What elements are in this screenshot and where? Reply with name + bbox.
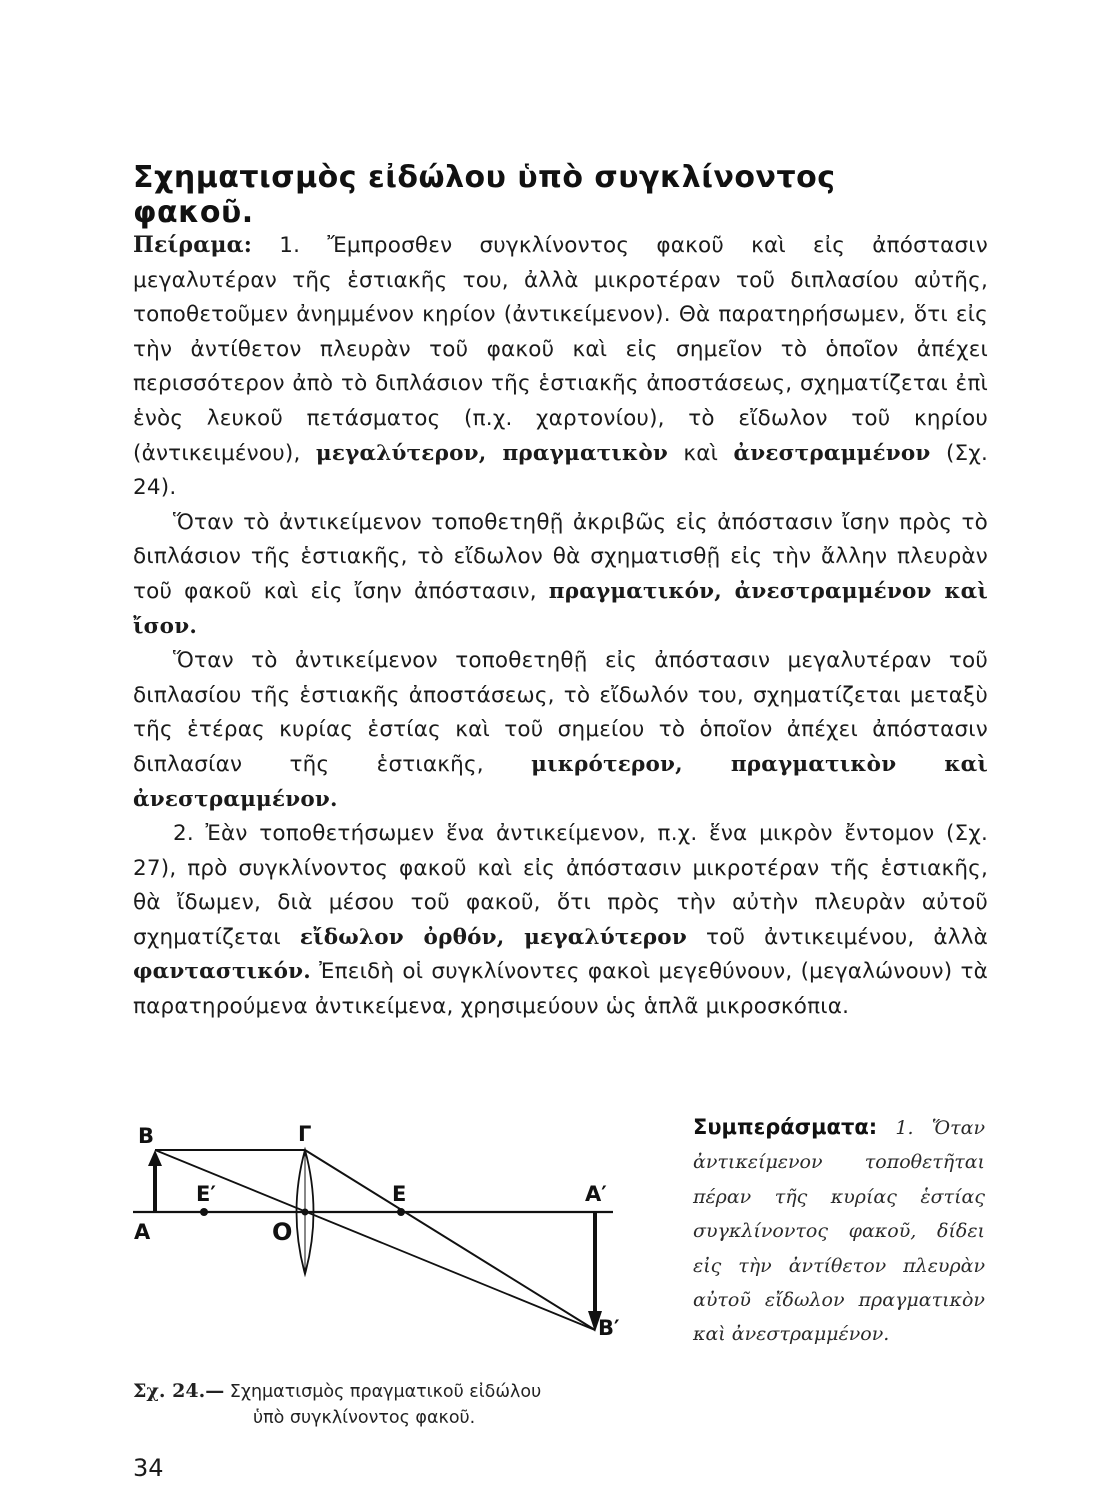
label-a: A — [134, 1220, 151, 1244]
label-b: B — [138, 1124, 155, 1148]
refracted-ray — [305, 1150, 595, 1330]
figure-caption: Σχ. 24.— Σχηματισμὸς πραγματικοῦ εἰδώλου ὑπὸ συγκλίνοντος φακοῦ. — [133, 1380, 542, 1428]
paragraph-greater-distance: Ὅταν τὸ ἀντικείμενον τοποθετηθῇ εἰς ἀπόστασιν μεγαλυτέραν τοῦ διπλασίου τῆς ἑστιακῆς ἀποστάσεως, τὸ εἴδωλόν του, σχηματίζεται μεταξὺ τῆς ἑτέρας κυρίας ἑστίας καὶ τοῦ σημείου τὸ ὁποῖον ἀπέχει ἀπόστασιν διπλασίαν τῆς ἑστιακῆς, μικρότερον, πραγματικὸν καὶ ἀνεστραμμένον. — [133, 648, 988, 812]
conclusions-text: 1. Ὅταν ἀντικείμενον τοποθετῆται πέραν τῆς κυρίας ἑστίας συγκλίνοντος φακοῦ, δίδει εἰς τὴν ἀντίθετον πλευρὰν αὐτοῦ εἴδωλον πραγματικὸν καὶ ἀνεστραμμένον. — [693, 1117, 985, 1346]
label-o: O — [272, 1218, 293, 1246]
label-e: E — [392, 1182, 407, 1206]
bold-emphasis: φανταστικόν. — [133, 959, 311, 985]
section-title: Σχηματισμὸς εἰδώλου ὑπὸ συγκλίνοντος φακοῦ. — [133, 160, 836, 230]
ray-diagram-svg — [130, 1118, 630, 1348]
figure-number: Σχ. 24.— — [133, 1380, 225, 1402]
conclusions-heading: Συμπεράσματα: — [693, 1115, 878, 1139]
bold-emphasis: ἀνεστραμμένον — [733, 440, 931, 466]
focal-point-e-prime — [200, 1208, 208, 1216]
body-text — [133, 228, 988, 1025]
experiment-label: Πείραμα: — [133, 232, 253, 258]
optical-center-point — [302, 1209, 309, 1216]
bold-emphasis: εἴδωλον ὀρθόν, μεγαλύτερον — [299, 924, 687, 950]
focal-point-e — [397, 1208, 405, 1216]
lens-ray-diagram — [130, 1118, 630, 1348]
central-ray — [155, 1150, 595, 1330]
paragraph-experiment-2: 2. Ἐὰν τοποθετήσωμεν ἕνα ἀντικείμενον, π.χ. ἕνα μικρὸν ἔντομον (Σχ. 27), πρὸ συγκλίνοντος φακοῦ καὶ εἰς ἀπόστασιν μικροτέραν τῆς ἑστιακῆς, θὰ ἴδωμεν, διὰ μέσου τοῦ φακοῦ, ὅτι πρὸς τὴν αὐτὴν πλευρὰν αὐτοῦ σχηματίζεται εἴδωλον ὀρθόν, μεγαλύτερον τοῦ ἀντικειμένου, ἀλλὰ φανταστικόν. Ἐπειδὴ οἱ συγκλίνοντες φακοὶ μεγεθύνουν, (μεγαλώνουν) τὰ παρατηρούμενα ἀντικείμενα, χρησιμεύουν ὡς ἁπλᾶ μικροσκόπια. — [133, 821, 988, 1020]
conclusions-box — [693, 1110, 985, 1352]
page-number: 34 — [133, 1454, 164, 1482]
label-b-prime: B′ — [598, 1316, 620, 1340]
paragraph-equal-distance: Ὅταν τὸ ἀντικείμενον τοποθετηθῇ ἀκριβῶς εἰς ἀπόστασιν ἴσην πρὸς τὸ διπλάσιον τῆς ἑστιακῆς, τὸ εἴδωλον θὰ σχηματισθῇ εἰς τὴν ἄλλην πλευρὰν τοῦ φακοῦ καὶ εἰς ἴσην ἀπόστασιν, πραγματικόν, ἀνεστραμμένον καὶ ἴσον. — [133, 509, 988, 639]
paragraph-experiment-1: Πείραμα: 1. Ἔμπροσθεν συγκλίνοντος φακοῦ καὶ εἰς ἀπόστασιν μεγαλυτέραν τῆς ἑστιακῆς του, ἀλλὰ μικροτέραν τοῦ διπλασίου αὐτῆς, τοποθετοῦμεν ἀνημμένον κηρίον (ἀντικείμενον). Θὰ παρατηρήσωμεν, ὅτι εἰς τὴν ἀντίθετον πλευρὰν τοῦ φακοῦ καὶ εἰς σημεῖον τὸ ὁποῖον ἀπέχει περισσότερον ἀπὸ τὸ διπλάσιον τῆς ἑστιακῆς ἀποστάσεως, σχηματίζεται ἐπὶ ἑνὸς λευκοῦ πετάσματος (π.χ. χαρτονίου), τὸ εἴδωλον τοῦ κηρίου (ἀντικειμένου), μεγαλύτερον, πραγματικὸν καὶ ἀνεστραμμένον (Σχ. 24). — [133, 232, 988, 501]
bold-emphasis: μεγαλύτερον, πραγματικὸν — [315, 440, 668, 466]
bold-emphasis: μικρότερον, πραγματικὸν καὶ ἀνεστραμμένον. — [133, 751, 988, 812]
bold-emphasis: πραγματικόν, ἀνεστραμμένον καὶ ἴσον. — [133, 578, 988, 639]
label-a-prime: A′ — [585, 1182, 607, 1206]
label-gamma: Γ — [298, 1122, 312, 1146]
label-e-prime: E′ — [196, 1182, 216, 1206]
